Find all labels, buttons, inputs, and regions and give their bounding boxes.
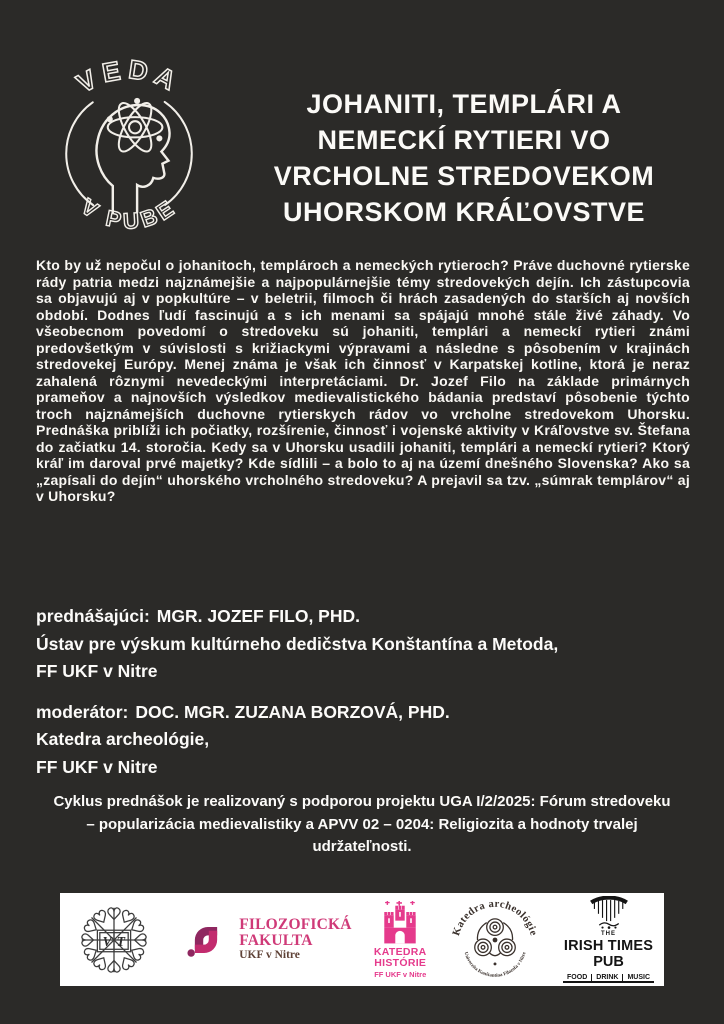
lecturer-affiliation-2: FF UKF v Nitre — [36, 661, 158, 681]
ff-line-3: UKF v Nitre — [239, 949, 300, 962]
filozoficka-fakulta-logo — [180, 914, 351, 966]
logo-bottom-text: V PUBE — [76, 193, 182, 234]
lecturer-label: prednášajúci: — [36, 606, 150, 626]
partner-logo-banner — [60, 893, 664, 986]
irish-times-pub-logo — [563, 896, 654, 983]
irish-pub: PUB — [593, 953, 624, 970]
ff-ukf-text — [239, 917, 351, 962]
svg-text:V PUBE — [77, 194, 182, 234]
stamp-arc-bottom: Univerzita Konštantína Filozofa v Nitre — [462, 951, 528, 979]
heart-mandala-icon — [70, 896, 158, 984]
lecturer-block — [36, 603, 694, 686]
moderator-line — [36, 699, 694, 727]
lecturer-name: MGR. JOZEF FILO, PHD. — [156, 606, 360, 626]
kh-line-3: FF UKF v Nitre — [374, 969, 427, 979]
tag-drink: DRINK — [591, 974, 622, 983]
book-letter-left: V — [102, 933, 112, 949]
harp-icon — [583, 896, 635, 930]
kh-line-2: HISTÓRIE — [374, 956, 427, 969]
lecturer-line — [36, 603, 694, 631]
tag-food: FOOD — [563, 974, 591, 983]
lecture-description: Kto by už nepočul o johanitoch, templároch a nemeckých rytieroch? Práve duchovné rytierske rády patria medzi najznámejšie a najpopulárnejšie témy stredovekých dejín. Ich zástupcovia sa objavujú aj v popkultúre – v beletrii, filmoch či hrách zasadených do starších aj novších období. Dodnes ľudí fascinujú a s ich menami sa spájajú mnohé stále živé záhady. Vo všeobecnom povedomí o stredoveku sú johaniti, templári a nemeckí rytieri známi predovšetkým v súvislosti s križiackymi výpravami a následne s pôsobením v krajinách stredovekej Európy. Menej známa je však ich činnosť v Karpatskej kotline, ktorá je neraz zahalená rôznymi nevedeckými interpretáciami. Dr. Jozef Filo na základe primárnych prameňov a najnovších výsledkov medievalistického bádania predstaví pôsobenie týchto troch najznámejších duchovne rytierskych rádov vo vrcholne stredovekom Uhorsku. Prednáška priblíži ich počiatky, rozšírenie, činnosť i vojenské aktivity v Kráľovstve sv. Štefana do začiatku 14. storočia. Kedy sa v Uhorsku usadili johaniti, templári a nemeckí rytieri? Ktorý kráľ im daroval prvé majetky? Kde sídlili – a bolo to aj na území dnešného Slovenska? Ako sa „zapísali do dejín“ uhorského vrcholného stredoveku? A prejavil sa tzv. „súmrak templárov“ aj v Uhorsku? — [36, 257, 690, 504]
logo-top-text: VEDA — [71, 54, 187, 99]
irish-tagline — [563, 974, 654, 983]
irish-the: THE — [601, 931, 617, 937]
title-line-2: NEMECKÍ RYTIERI VO — [317, 125, 611, 155]
heritage-institute-logo — [70, 896, 158, 984]
title-line-4: UHORSKOM KRÁĽOVSTVE — [282, 197, 646, 227]
katedra-historie-text — [374, 947, 427, 979]
ff-ukf-mark-icon — [180, 914, 232, 966]
moderator-block — [36, 699, 694, 782]
kh-line-1: KATEDRA — [373, 945, 427, 958]
speakers-section — [36, 603, 694, 781]
irish-name: IRISH TIMES — [563, 938, 654, 954]
svg-text:VEDA — [72, 54, 186, 99]
katedra-historie-logo — [374, 901, 427, 979]
brain-atom-icon — [48, 52, 210, 240]
svg-text:Katedra archeológie — [451, 898, 539, 936]
moderator-name: DOC. MGR. ZUZANA BORZOVÁ, PHD. — [135, 701, 450, 722]
moderator-label: moderátor: — [36, 701, 129, 722]
stamp-arc-top: Katedra archeológie — [450, 898, 539, 937]
castle-icon — [380, 901, 420, 945]
ff-line-1: FILOZOFICKÁ — [239, 915, 352, 933]
project-support-note: Cyklus prednášok je realizovaný s podporou projektu UGA I/2/2025: Fórum stredoveku – popularizácia medievalistiky a APVV 02 – 0204: Religiozita a hodnoty trvalej udržateľnosti. — [53, 793, 671, 855]
moderator-affiliation-2: FF UKF v Nitre — [36, 756, 158, 777]
spiral-stamp-icon — [449, 894, 541, 986]
moderator-affiliation-1: Katedra archeológie, — [36, 729, 210, 749]
veda-v-pube-logo — [48, 52, 210, 240]
title-line-3: VRCHOLNE STREDOVEKOM — [273, 161, 655, 191]
title-line-1: JOHANITI, TEMPLÁRI A — [306, 89, 622, 119]
poster-title — [218, 86, 710, 230]
lecturer-affiliation-1: Ústav pre výskum kultúrneho dedičstva Konštantína a Metoda, — [36, 633, 559, 654]
tag-music: MUSIC — [622, 974, 654, 983]
katedra-archeologie-stamp — [449, 894, 541, 986]
ff-line-2: FAKULTA — [239, 931, 313, 949]
book-letter-right: T — [116, 933, 126, 949]
